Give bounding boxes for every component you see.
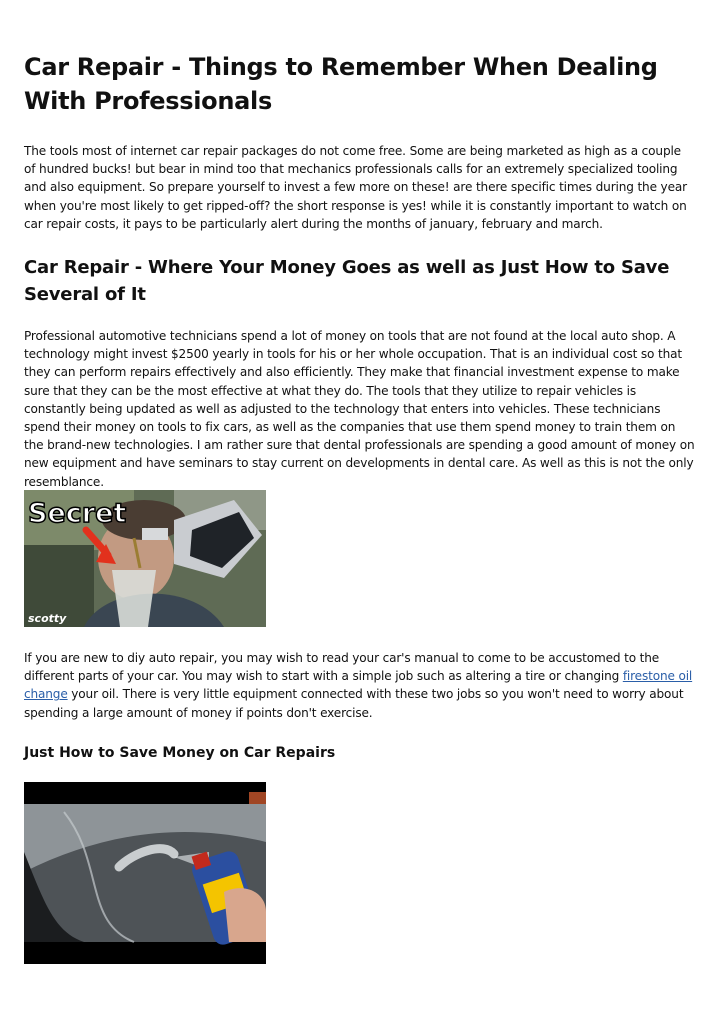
secret-oil-illustration (24, 490, 266, 627)
secret-oil-photo (24, 490, 266, 627)
diy-text-before-link: If you are new to diy auto repair, you may wish to read your car's manual to come to be accustomed to the different parts of your car. You may wish to start with a simple job such as altering a tire or changing (24, 651, 660, 684)
scotty-watermark: scotty (28, 612, 67, 625)
secret-caption: Secret (28, 498, 127, 529)
diy-paragraph (24, 649, 696, 722)
diy-text-after-link: your oil. There is very little equipment connected with these two jobs so you won't need to worry about spending a large amount of money if points don't exercise. (24, 687, 684, 720)
article-title: Car Repair - Things to Remember When Dealing With Professionals (24, 53, 658, 115)
section-heading-money: Car Repair - Where Your Money Goes as well as Just How to Save Several of It (24, 257, 670, 305)
section-heading-save-money: Just How to Save Money on Car Repairs (24, 745, 336, 761)
intro-paragraph: The tools most of internet car repair packages do not come free. Some are being marketed as high as a couple of hundred bucks! but bear in mind too that mechanics professionals calls for an extremely specialized tooling and also equipment. So prepare yourself to invest a few more on these! are there specific times during the year when you're most likely to get ripped-off? the short response is yes! while it is constantly important to watch on car repair costs, it pays to be particularly alert during the months of january, february and march. (24, 144, 687, 231)
spray-car-photo (24, 782, 266, 964)
spray-car-illustration (24, 782, 266, 964)
firestone-oil-change-link[interactable]: firestone oil change (24, 669, 693, 702)
technicians-paragraph: Professional automotive technicians spend a lot of money on tools that are not found at the local auto shop. A technology might invest $2500 yearly in tools for his or her whole occupation. That is an individual cost so that they can perform repairs effectively and also efficiently. They make that financial investment expense to make sure that they can be the most effective at what they do. The tools that they utilize to repair vehicles is constantly being updated as well as adjusted to the technology that enters into vehicles. These technicians spend their money on tools to fix cars, as well as the companies that use them spend money to train them on the brand-new technologies. I am rather sure that dental professionals are spending a good amount of money on new equipment and have seminars to stay current on developments in dental care. As well as this is not the only resemblance. (24, 329, 695, 489)
